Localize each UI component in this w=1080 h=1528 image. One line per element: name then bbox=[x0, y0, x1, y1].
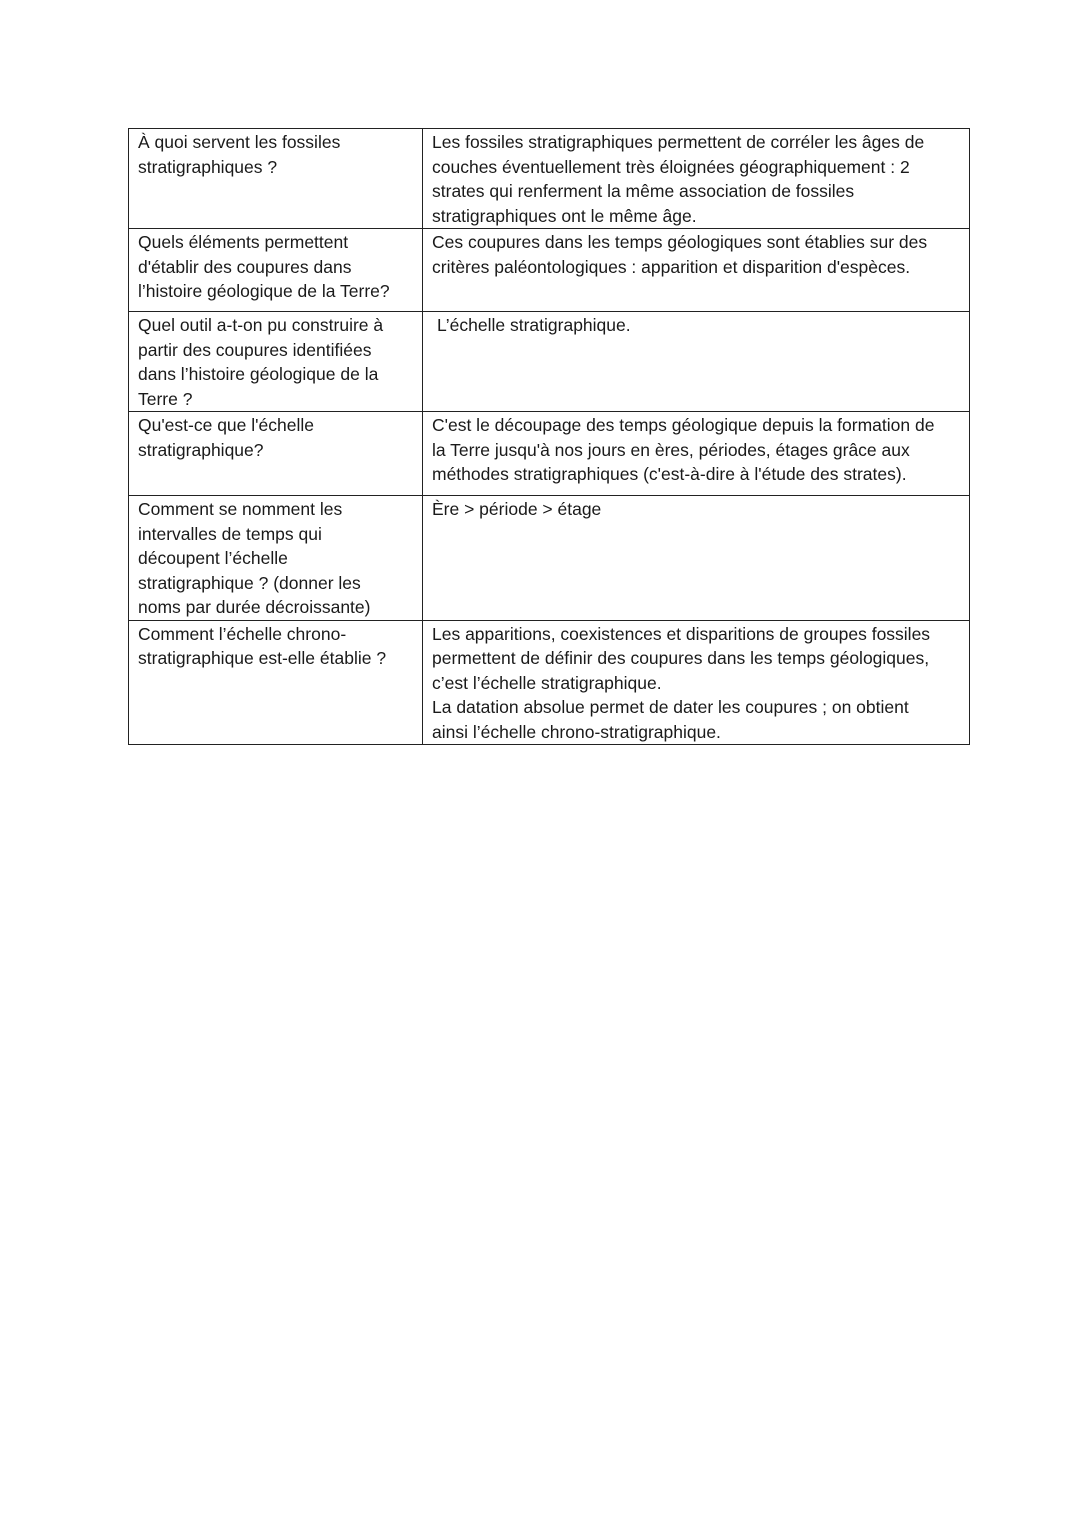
question-answer-table bbox=[128, 128, 970, 745]
answer-text: Ère > période > étage bbox=[432, 499, 602, 519]
answer-cell bbox=[423, 312, 970, 412]
table-row bbox=[129, 229, 970, 312]
table-row bbox=[129, 312, 970, 412]
answer-text: Ces coupures dans les temps géologiques sont établies sur des critères paléontologiques : apparition et disparition d'espèces. bbox=[432, 232, 928, 277]
question-cell bbox=[129, 129, 423, 229]
table-row bbox=[129, 620, 970, 745]
answer-text: L’échelle stratigraphique. bbox=[437, 315, 631, 335]
answer-cell bbox=[423, 412, 970, 496]
question-text: Quel outil a-t-on pu construire à partir des coupures identifiées dans l’histoire géologique de la Terre ? bbox=[138, 315, 384, 409]
question-cell bbox=[129, 412, 423, 496]
table-row bbox=[129, 412, 970, 496]
answer-cell bbox=[423, 129, 970, 229]
table-row bbox=[129, 129, 970, 229]
question-text: À quoi servent les fossiles stratigraphiques ? bbox=[138, 132, 341, 177]
question-text: Comment l’échelle chrono- stratigraphique est-elle établie ? bbox=[138, 623, 387, 668]
question-text: Quels éléments permettent d'établir des coupures dans l’histoire géologique de la Terre? bbox=[138, 232, 390, 301]
table-row bbox=[129, 496, 970, 621]
question-text: Qu'est-ce que l'échelle stratigraphique? bbox=[138, 415, 314, 460]
answer-cell bbox=[423, 620, 970, 745]
question-text: Comment se nomment les intervalles de temps qui découpent l’échelle stratigraphique ? (donner les noms par durée décroissante) bbox=[138, 499, 371, 617]
question-cell bbox=[129, 620, 423, 745]
question-cell bbox=[129, 496, 423, 621]
question-cell bbox=[129, 229, 423, 312]
answer-text: Les apparitions, coexistences et disparitions de groupes fossiles permettent de définir des coupures dans les temps géologiques, c’est l’échelle stratigraphique. La datation absolue permet de dater les coupures ; on obtient ainsi l’échelle chrono-stratigraphique. bbox=[432, 623, 931, 742]
answer-cell bbox=[423, 229, 970, 312]
answer-text: Les fossiles stratigraphiques permettent de corréler les âges de couches éventuellement très éloignées géographiquement : 2 strates qui renferment la même association de fossiles stratigraphiques ont le même âge. bbox=[432, 132, 925, 226]
answer-text: C'est le découpage des temps géologique depuis la formation de la Terre jusqu'à nos jours en ères, périodes, étages grâce aux méthodes stratigraphiques (c'est-à-dire à l'étude des strates). bbox=[432, 415, 935, 484]
question-cell bbox=[129, 312, 423, 412]
answer-cell bbox=[423, 496, 970, 621]
